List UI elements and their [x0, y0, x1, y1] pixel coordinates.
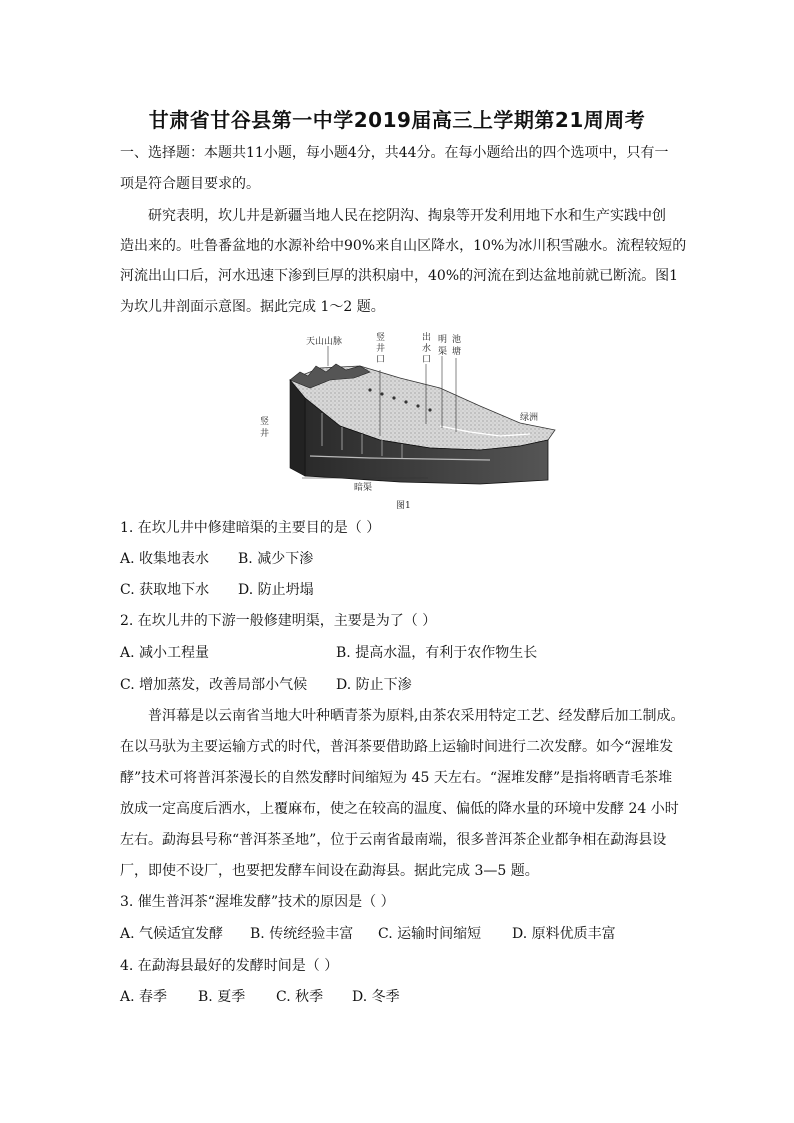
q2-stem: 2. 在坎儿井的下游一般修建明渠，主要是为了（ ）	[120, 613, 437, 629]
q1-option-a: A. 收集地表水	[120, 551, 210, 567]
q1-option-d: D. 防止坍塌	[238, 582, 314, 598]
label-chitang-2: 塘	[452, 347, 462, 357]
passage1-line-4: 为坎儿井剖面示意图。据此完成 1～2 题。	[120, 299, 385, 315]
q4-stem: 4. 在勐海县最好的发酵时间是（ ）	[120, 958, 339, 974]
passage1-line-2: 造出来的。吐鲁番盆地的水源补给中90%来自山区降水，10%为冰川积雪融水。流程较短的	[120, 238, 687, 254]
passage2-line-3: 酵”技术可将普洱茶漫长的自然发酵时间缩短为 45 天左右。“渥堆发酵”是指将晒青毛茶堆	[120, 770, 673, 786]
q2-option-c: C. 增加蒸发，改善局部小气候	[120, 677, 308, 693]
q4-option-a: A. 春季	[120, 989, 168, 1005]
passage2-line-1: 普洱幕是以云南省当地大叶种晒青茶为原料,由茶农采用特定工艺、经发酵后加工制成。	[148, 708, 685, 724]
label-anqu: 暗渠	[354, 483, 373, 493]
label-shujingkou-2: 井	[376, 344, 386, 354]
q3-option-a: A. 气候适宜发酵	[120, 926, 224, 942]
figure-caption: 图1	[396, 501, 411, 511]
q1-option-b: B. 减少下渗	[238, 551, 314, 567]
q4-option-d: D. 冬季	[352, 989, 400, 1005]
label-lvzhou: 绿洲	[520, 413, 539, 423]
q1-option-c: C. 获取地下水	[120, 582, 210, 598]
q4-option-b: B. 夏季	[198, 989, 246, 1005]
label-mingqu-1: 明	[438, 335, 448, 345]
label-shujing-2: 井	[260, 429, 270, 439]
label-chushuikou-3: 口	[422, 355, 432, 365]
q4-option-c: C. 秋季	[276, 989, 324, 1005]
q3-option-b: B. 传统经验丰富	[250, 926, 354, 942]
passage2-line-6: 厂，即使不设厂，也要把发酵车间设在勐海县。据此完成 3—5 题。	[120, 863, 539, 879]
label-shujingkou-1: 竖	[376, 333, 386, 343]
section-instruction-line-1: 一、选择题：本题共11小题，每小题4分，共44分。在每小题给出的四个选项中，只有一	[120, 145, 669, 161]
q3-stem: 3. 催生普洱茶“渥堆发酵”技术的原因是（ ）	[120, 894, 395, 910]
passage1-line-3: 河流出山口后，河水迅速下渗到巨厚的洪积扇中，40%的河流在到达盆地前就已断流。图1	[120, 268, 679, 284]
label-shujing-1: 竖	[260, 417, 270, 427]
label-chitang-1: 池	[452, 335, 462, 345]
q1-stem: 1. 在坎儿井中修建暗渠的主要目的是（ ）	[120, 520, 381, 536]
karez-cross-section-figure	[250, 328, 570, 514]
label-chushuikou-2: 水	[422, 344, 432, 354]
label-mingqu-2: 渠	[438, 347, 448, 357]
label-shujingkou-3: 口	[376, 355, 386, 365]
passage2-line-5: 左右。勐海县号称“普洱茶圣地”，位于云南省最南端，很多普洱茶企业都争相在勐海县设	[120, 832, 667, 848]
passage1-line-1: 研究表明，坎儿井是新疆当地人民在挖阴沟、掏泉等开发利用地下水和生产实践中创	[148, 208, 666, 224]
q3-option-d: D. 原料优质丰富	[512, 926, 616, 942]
section-instruction-line-2: 项是符合题目要求的。	[120, 176, 260, 192]
q2-option-b: B. 提高水温，有利于农作物生长	[336, 645, 538, 661]
q2-option-d: D. 防止下渗	[336, 677, 412, 693]
q2-option-a: A. 减小工程量	[120, 645, 210, 661]
page-title: 甘肃省甘谷县第一中学2019届高三上学期第21周周考	[148, 108, 646, 132]
passage2-line-2: 在以马驮为主要运输方式的时代，普洱茶要借助路上运输时间进行二次发酵。如今“渥堆发	[120, 739, 674, 755]
label-tianshan: 天山山脉	[306, 337, 343, 347]
label-chushuikou-1: 出	[422, 333, 432, 343]
passage2-line-4: 放成一定高度后洒水，上覆麻布，使之在较高的温度、偏低的降水量的环境中发酵 24 小时	[120, 801, 679, 817]
q3-option-c: C. 运输时间缩短	[378, 926, 482, 942]
